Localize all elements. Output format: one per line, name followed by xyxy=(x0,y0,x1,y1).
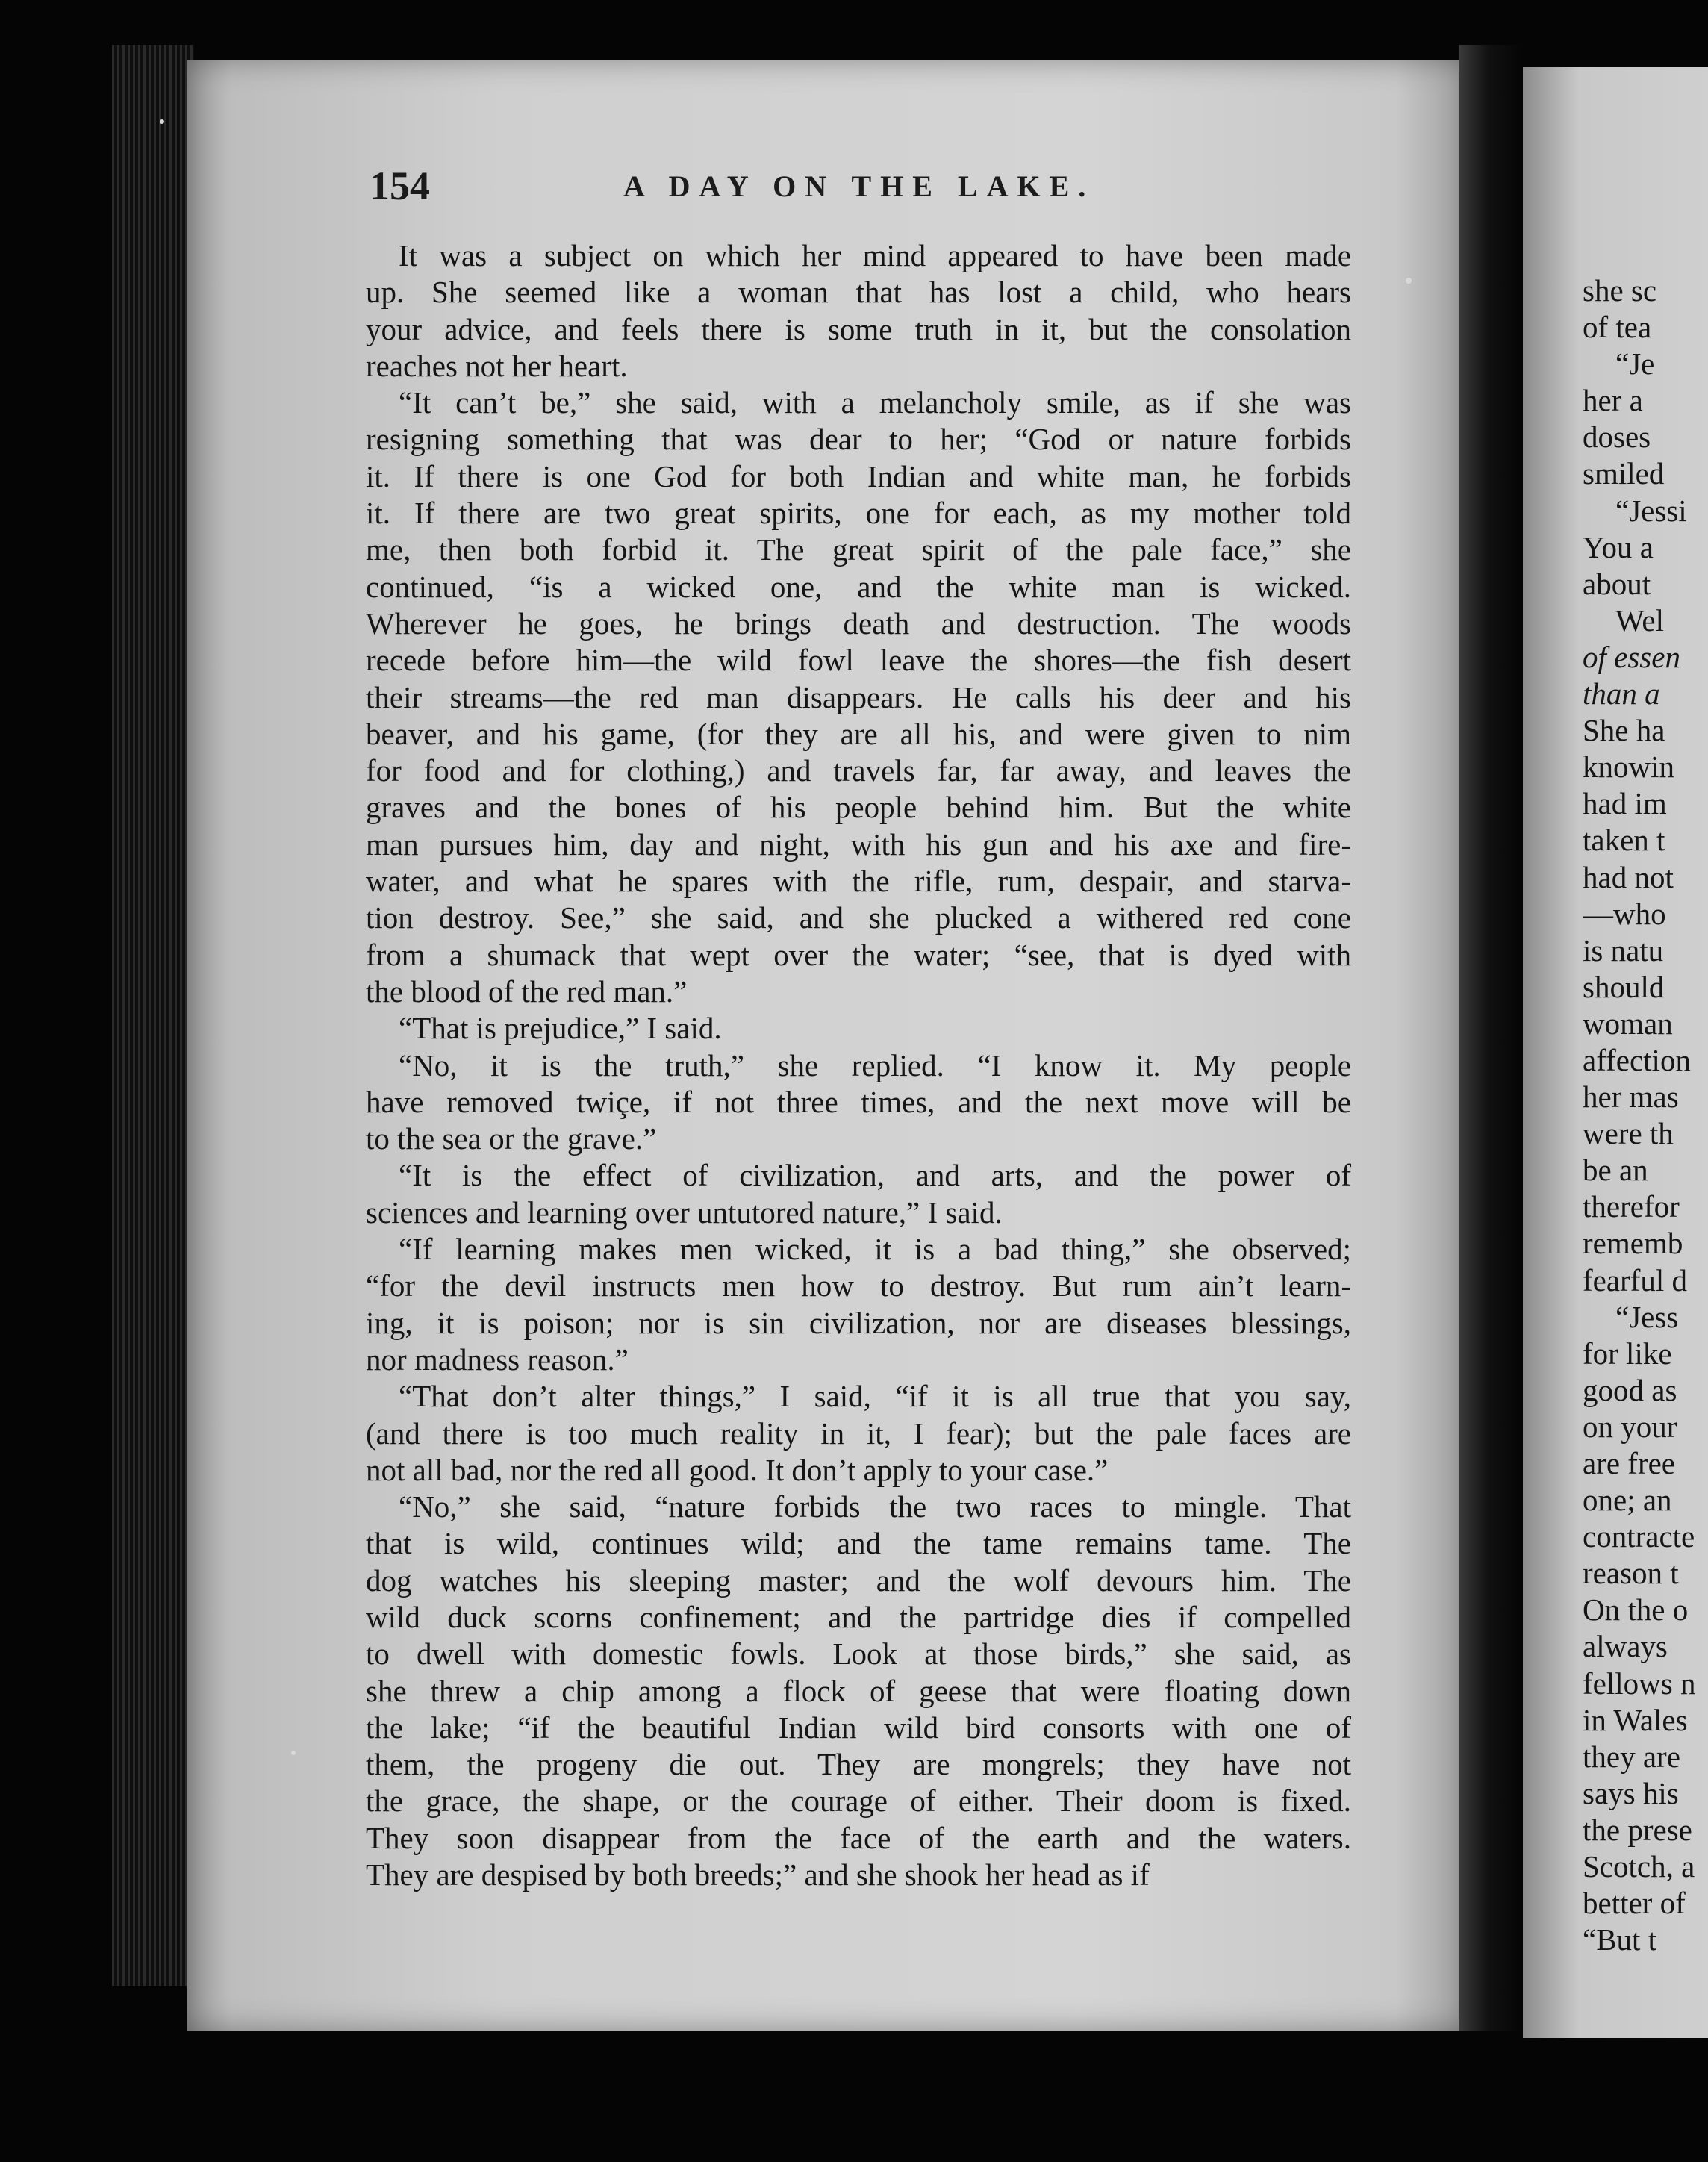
scan-speck xyxy=(291,1751,296,1755)
facing-text-line: Wel xyxy=(1615,602,1665,638)
text-line: Wherever he goes, he brings death and destruction. The woods xyxy=(366,605,1351,641)
facing-text-line: of tea xyxy=(1583,310,1652,345)
text-line: “That don’t alter things,” I said, “if it is all true that you say, xyxy=(399,1379,1351,1414)
facing-text-line: Scotch, a xyxy=(1583,1849,1695,1884)
facing-text-line: On the o xyxy=(1583,1592,1689,1627)
facing-text-line: always xyxy=(1583,1629,1668,1664)
text-line: me, then both forbid it. The great spirit of the pale face,” she xyxy=(366,532,1351,567)
facing-text-line: the prese xyxy=(1583,1812,1692,1847)
facing-text-line: says his xyxy=(1583,1775,1679,1810)
text-line: They are despised by both breeds;” and she shook her head as if xyxy=(366,1857,1150,1892)
text-line: man pursues him, day and night, with his gun and his axe and fire- xyxy=(366,826,1351,862)
text-line: she threw a chip among a flock of geese that were floating down xyxy=(366,1673,1351,1708)
text-line: sciences and learning over untutored nature,” I said. xyxy=(366,1194,1003,1230)
facing-text-line: she sc xyxy=(1583,273,1657,308)
scan-speck xyxy=(1406,278,1412,284)
text-line: tion destroy. See,” she said, and she plucked a withered red cone xyxy=(366,900,1351,935)
facing-text-line: —who xyxy=(1583,896,1666,931)
text-line: “It is the effect of civilization, and arts, and the power of xyxy=(399,1158,1351,1193)
facing-text-line: taken t xyxy=(1583,823,1665,858)
text-line: to dwell with domestic fowls. Look at those birds,” she said, as xyxy=(366,1636,1351,1672)
facing-text-line: are free xyxy=(1583,1446,1676,1480)
facing-text-line: doses xyxy=(1583,420,1651,455)
text-line: the blood of the red man.” xyxy=(366,973,688,1009)
text-line: for food and for clothing,) and travels far, far away, and leaves the xyxy=(366,753,1351,788)
facing-text-line: contracte xyxy=(1583,1519,1695,1554)
text-line: beaver, and his game, (for they are all his, and were given to nim xyxy=(366,716,1351,751)
facing-text-line: “Jess xyxy=(1615,1299,1679,1334)
facing-page-text xyxy=(1583,272,1708,1958)
text-line: recede before him—the wild fowl leave the shores—the fish desert xyxy=(366,643,1351,678)
text-line: not all bad, nor the red all good. It don’t apply to your case.” xyxy=(366,1452,1109,1487)
text-line: resigning something that was dear to her; “God or nature forbids xyxy=(366,422,1351,457)
text-line: your advice, and feels there is some truth in it, but the consolation xyxy=(366,311,1351,346)
facing-text-line: fellows n xyxy=(1583,1666,1696,1701)
text-line: wild duck scorns confinement; and the partridge dies if compelled xyxy=(366,1599,1351,1634)
scan-speck xyxy=(160,119,164,124)
facing-text-line: “Jessi xyxy=(1615,493,1687,528)
facing-text-line: one; an xyxy=(1583,1483,1672,1518)
facing-text-line: of essen xyxy=(1583,639,1680,674)
text-line: “If learning makes men wicked, it is a bad thing,” she observed; xyxy=(399,1232,1351,1267)
facing-text-line: therefor xyxy=(1583,1189,1680,1224)
facing-text-line: good as xyxy=(1583,1372,1677,1407)
text-line: “No,” she said, “nature forbids the two races to mingle. That xyxy=(399,1489,1351,1524)
running-head: A DAY ON THE LAKE. xyxy=(623,169,1095,203)
text-line: “No, it is the truth,” she replied. “I know it. My people xyxy=(399,1047,1351,1082)
text-line: it. If there are two great spirits, one for each, as my mother told xyxy=(366,496,1351,531)
facing-text-line: rememb xyxy=(1583,1226,1683,1261)
text-line: them, the progeny die out. They are mongrels; they have not xyxy=(366,1747,1351,1782)
book-gutter xyxy=(1459,45,1523,2031)
facing-text-line: for like xyxy=(1583,1336,1672,1371)
facing-text-line: they are xyxy=(1583,1739,1680,1774)
facing-text-line: be an xyxy=(1583,1153,1648,1188)
text-line: to the sea or the grave.” xyxy=(366,1121,657,1156)
text-line: continued, “is a wicked one, and the white man is wicked. xyxy=(366,569,1351,604)
facing-text-line: reason t xyxy=(1583,1556,1679,1591)
body-text xyxy=(366,237,1351,1893)
facing-text-line: woman xyxy=(1583,1006,1673,1041)
facing-text-line: smiled xyxy=(1583,456,1665,491)
facing-text-line: her a xyxy=(1583,383,1643,418)
text-line: They soon disappear from the face of the earth and the waters. xyxy=(366,1820,1351,1855)
facing-text-line: should xyxy=(1583,969,1665,1004)
facing-text-line: “But t xyxy=(1583,1922,1657,1957)
text-line: from a shumack that wept over the water; “see, that is dyed with xyxy=(366,937,1351,972)
facing-text-line: affection xyxy=(1583,1042,1691,1077)
text-line: “It can’t be,” she said, with a melancholy smile, as if she was xyxy=(399,385,1351,420)
page-number: 154 xyxy=(370,163,430,208)
text-line: graves and the bones of his people behind him. But the white xyxy=(366,790,1351,825)
facing-text-line: knowin xyxy=(1583,750,1674,785)
facing-text-line: She ha xyxy=(1583,713,1665,748)
text-line: have removed twiçe, if not three times, and the next move will be xyxy=(366,1084,1351,1119)
facing-text-line: You a xyxy=(1583,529,1654,564)
book-edge-left xyxy=(112,45,194,1986)
text-line: water, and what he spares with the rifle, rum, despair, and starva- xyxy=(366,864,1351,899)
facing-text-line: on your xyxy=(1583,1409,1677,1444)
facing-text-line: had im xyxy=(1583,786,1667,821)
facing-text-line: in Wales xyxy=(1583,1702,1688,1737)
text-line: nor madness reason.” xyxy=(366,1342,629,1377)
facing-text-line: better of xyxy=(1583,1886,1686,1921)
text-line: It was a subject on which her mind appeared to have been made xyxy=(399,238,1351,272)
text-line: it. If there is one God for both Indian and white man, he forbids xyxy=(366,458,1351,493)
text-line: that is wild, continues wild; and the tame remains tame. The xyxy=(366,1526,1351,1561)
text-line: “That is prejudice,” I said. xyxy=(399,1011,722,1046)
facing-text-line: were th xyxy=(1583,1116,1674,1151)
text-line: their streams—the red man disappears. He calls his deer and his xyxy=(366,679,1351,714)
text-line: reaches not her heart. xyxy=(366,348,628,383)
facing-text-line: her mas xyxy=(1583,1080,1679,1115)
text-line: the grace, the shape, or the courage of either. Their doom is fixed. xyxy=(366,1784,1351,1819)
text-line: up. She seemed like a woman that has lost a child, who hears xyxy=(366,275,1351,310)
text-line: (and there is too much reality in it, I fear); but the pale faces are xyxy=(366,1415,1351,1451)
facing-text-line: about xyxy=(1583,566,1651,601)
facing-text-line: had not xyxy=(1583,859,1674,894)
facing-text-line: “Je xyxy=(1615,346,1655,381)
text-line: dog watches his sleeping master; and the wolf devours him. The xyxy=(366,1563,1351,1598)
page-header xyxy=(370,163,1351,222)
text-line: “for the devil instructs men how to destroy. But rum ain’t learn- xyxy=(366,1268,1351,1303)
facing-text-line: fearful d xyxy=(1583,1262,1687,1297)
facing-text-line: than a xyxy=(1583,676,1660,711)
text-line: ing, it is poison; nor is sin civilization, nor are diseases blessings, xyxy=(366,1305,1351,1340)
facing-text-line: is natu xyxy=(1583,932,1664,968)
text-line: the lake; “if the beautiful Indian wild bird consorts with one of xyxy=(366,1710,1351,1745)
